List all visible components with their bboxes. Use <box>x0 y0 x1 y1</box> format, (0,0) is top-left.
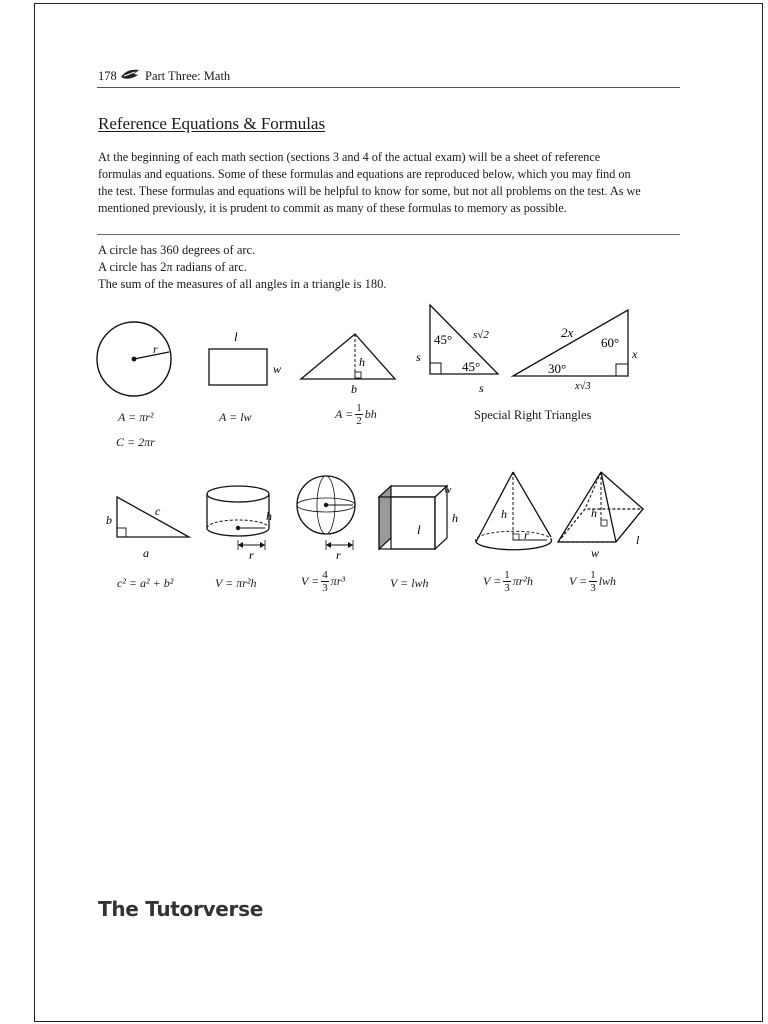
fraction-numerator: 4 <box>322 569 328 581</box>
triangle-height-label: h <box>359 355 365 369</box>
fact-circle-degrees: A circle has 360 degrees of arc. <box>98 243 256 257</box>
box-width-label: w <box>444 484 452 496</box>
box-height-label: h <box>452 511 458 525</box>
formula-prefix: A = <box>335 407 354 421</box>
cylinder-radius-label: r <box>249 548 254 562</box>
fraction-numerator: 1 <box>356 402 362 414</box>
section-divider <box>97 234 680 235</box>
rectangle-length-label: l <box>234 329 238 344</box>
sphere-radius-label: r <box>336 548 341 562</box>
page-title: Reference Equations & Formulas <box>98 114 326 133</box>
cone-radius-label: r <box>524 528 529 542</box>
fraction-denominator: 2 <box>356 415 362 427</box>
header-divider <box>97 87 680 88</box>
rectangle-figure <box>209 329 281 385</box>
box-volume-formula: V = lwh <box>390 576 429 590</box>
triangle-30-60-90 <box>513 310 638 392</box>
fact-triangle-sum: The sum of the measures of all angles in a triangle is 180. <box>98 277 387 291</box>
pyramid-width-label: w <box>591 546 600 560</box>
intro-line: At the beginning of each math section (sections 3 and 4 of the actual exam) will be a sheet of reference <box>98 150 601 164</box>
fraction <box>589 569 597 594</box>
intro-line: mentioned previously, it is prudent to commit as many of these formulas to memory as possible. <box>98 201 567 215</box>
right-triangle-figure <box>106 497 189 560</box>
cone-volume-formula <box>483 569 533 594</box>
hypotenuse-2x: 2x <box>561 325 574 340</box>
intro-line: the test. These formulas and equations will be helpful to know for some, but not all problems on the test. As we <box>98 184 641 198</box>
sphere-figure <box>297 476 355 562</box>
triangle-area-formula <box>335 402 377 427</box>
intro-line: formulas and equations. Some of these formulas and equations are reproduced below, which you may find on <box>98 167 631 181</box>
pyramid-volume-formula <box>569 569 616 594</box>
fact-circle-radians: A circle has 2π radians of arc. <box>98 260 247 274</box>
leg-s-bottom: s <box>479 381 484 395</box>
circumference-formula: C = 2πr <box>116 435 155 449</box>
fraction <box>355 402 363 427</box>
leg-s-side: s <box>416 350 421 364</box>
angle-60: 60° <box>601 335 620 350</box>
leg-b-label: b <box>106 513 112 527</box>
formula-suffix: lwh <box>598 574 617 588</box>
box-figure <box>379 484 458 549</box>
long-leg-x-root3: x√3 <box>575 381 591 392</box>
formula-suffix: πr³ <box>330 574 345 588</box>
cone-height-label: h <box>501 507 507 521</box>
circle-radius-label: r <box>153 342 158 356</box>
special-triangles-caption: Special Right Triangles <box>474 408 592 422</box>
hypotenuse-s-root2: s√2 <box>473 329 489 341</box>
fraction <box>503 569 511 594</box>
circle-figure <box>97 322 171 396</box>
fraction-numerator: 1 <box>590 569 596 581</box>
formula-prefix: V = <box>569 574 588 588</box>
intro-paragraph <box>98 149 673 217</box>
cylinder-volume-formula: V = πr²h <box>215 576 257 590</box>
pythagorean-formula: c² = a² + b² <box>117 576 174 590</box>
triangle-base-label: b <box>351 382 357 396</box>
rectangle-area-formula: A = lw <box>219 410 252 424</box>
pyramid-figure <box>558 472 643 560</box>
cylinder-figure <box>207 486 272 562</box>
cone-figure <box>475 472 551 550</box>
angle-30: 30° <box>548 361 567 376</box>
formula-prefix: V = <box>301 574 320 588</box>
fraction-numerator: 1 <box>504 569 510 581</box>
short-leg-x: x <box>632 347 638 361</box>
fraction-denominator: 3 <box>590 582 596 594</box>
circle-area-formula: A = πr² <box>118 410 154 424</box>
rectangle-width-label: w <box>273 362 282 376</box>
pyramid-length-label: l <box>636 533 640 547</box>
angle-45-top: 45° <box>434 332 453 347</box>
hypotenuse-c-label: c <box>155 504 161 518</box>
formula-suffix: bh <box>364 407 377 421</box>
box-length-label: l <box>417 522 421 537</box>
leg-a-label: a <box>143 546 149 560</box>
book-page <box>34 3 763 1022</box>
brand-logo: The Tutorverse <box>98 897 263 921</box>
formula-prefix: V = <box>483 574 502 588</box>
page-number: 178 <box>98 69 117 83</box>
fraction-denominator: 3 <box>504 582 510 594</box>
triangle-45-45-90 <box>416 305 498 395</box>
sphere-volume-formula <box>301 569 345 594</box>
angle-45-bottom: 45° <box>462 359 481 374</box>
cylinder-height-label: h <box>266 509 272 523</box>
formula-suffix: πr²h <box>512 574 533 588</box>
fraction <box>321 569 329 594</box>
fraction-denominator: 3 <box>322 582 328 594</box>
row2-figures <box>35 469 764 564</box>
section-name: Part Three: Math <box>145 69 231 83</box>
pyramid-height-label: h <box>591 506 597 520</box>
pen-nib-icon <box>120 68 142 81</box>
triangle-figure <box>301 334 395 396</box>
running-header <box>98 68 230 84</box>
